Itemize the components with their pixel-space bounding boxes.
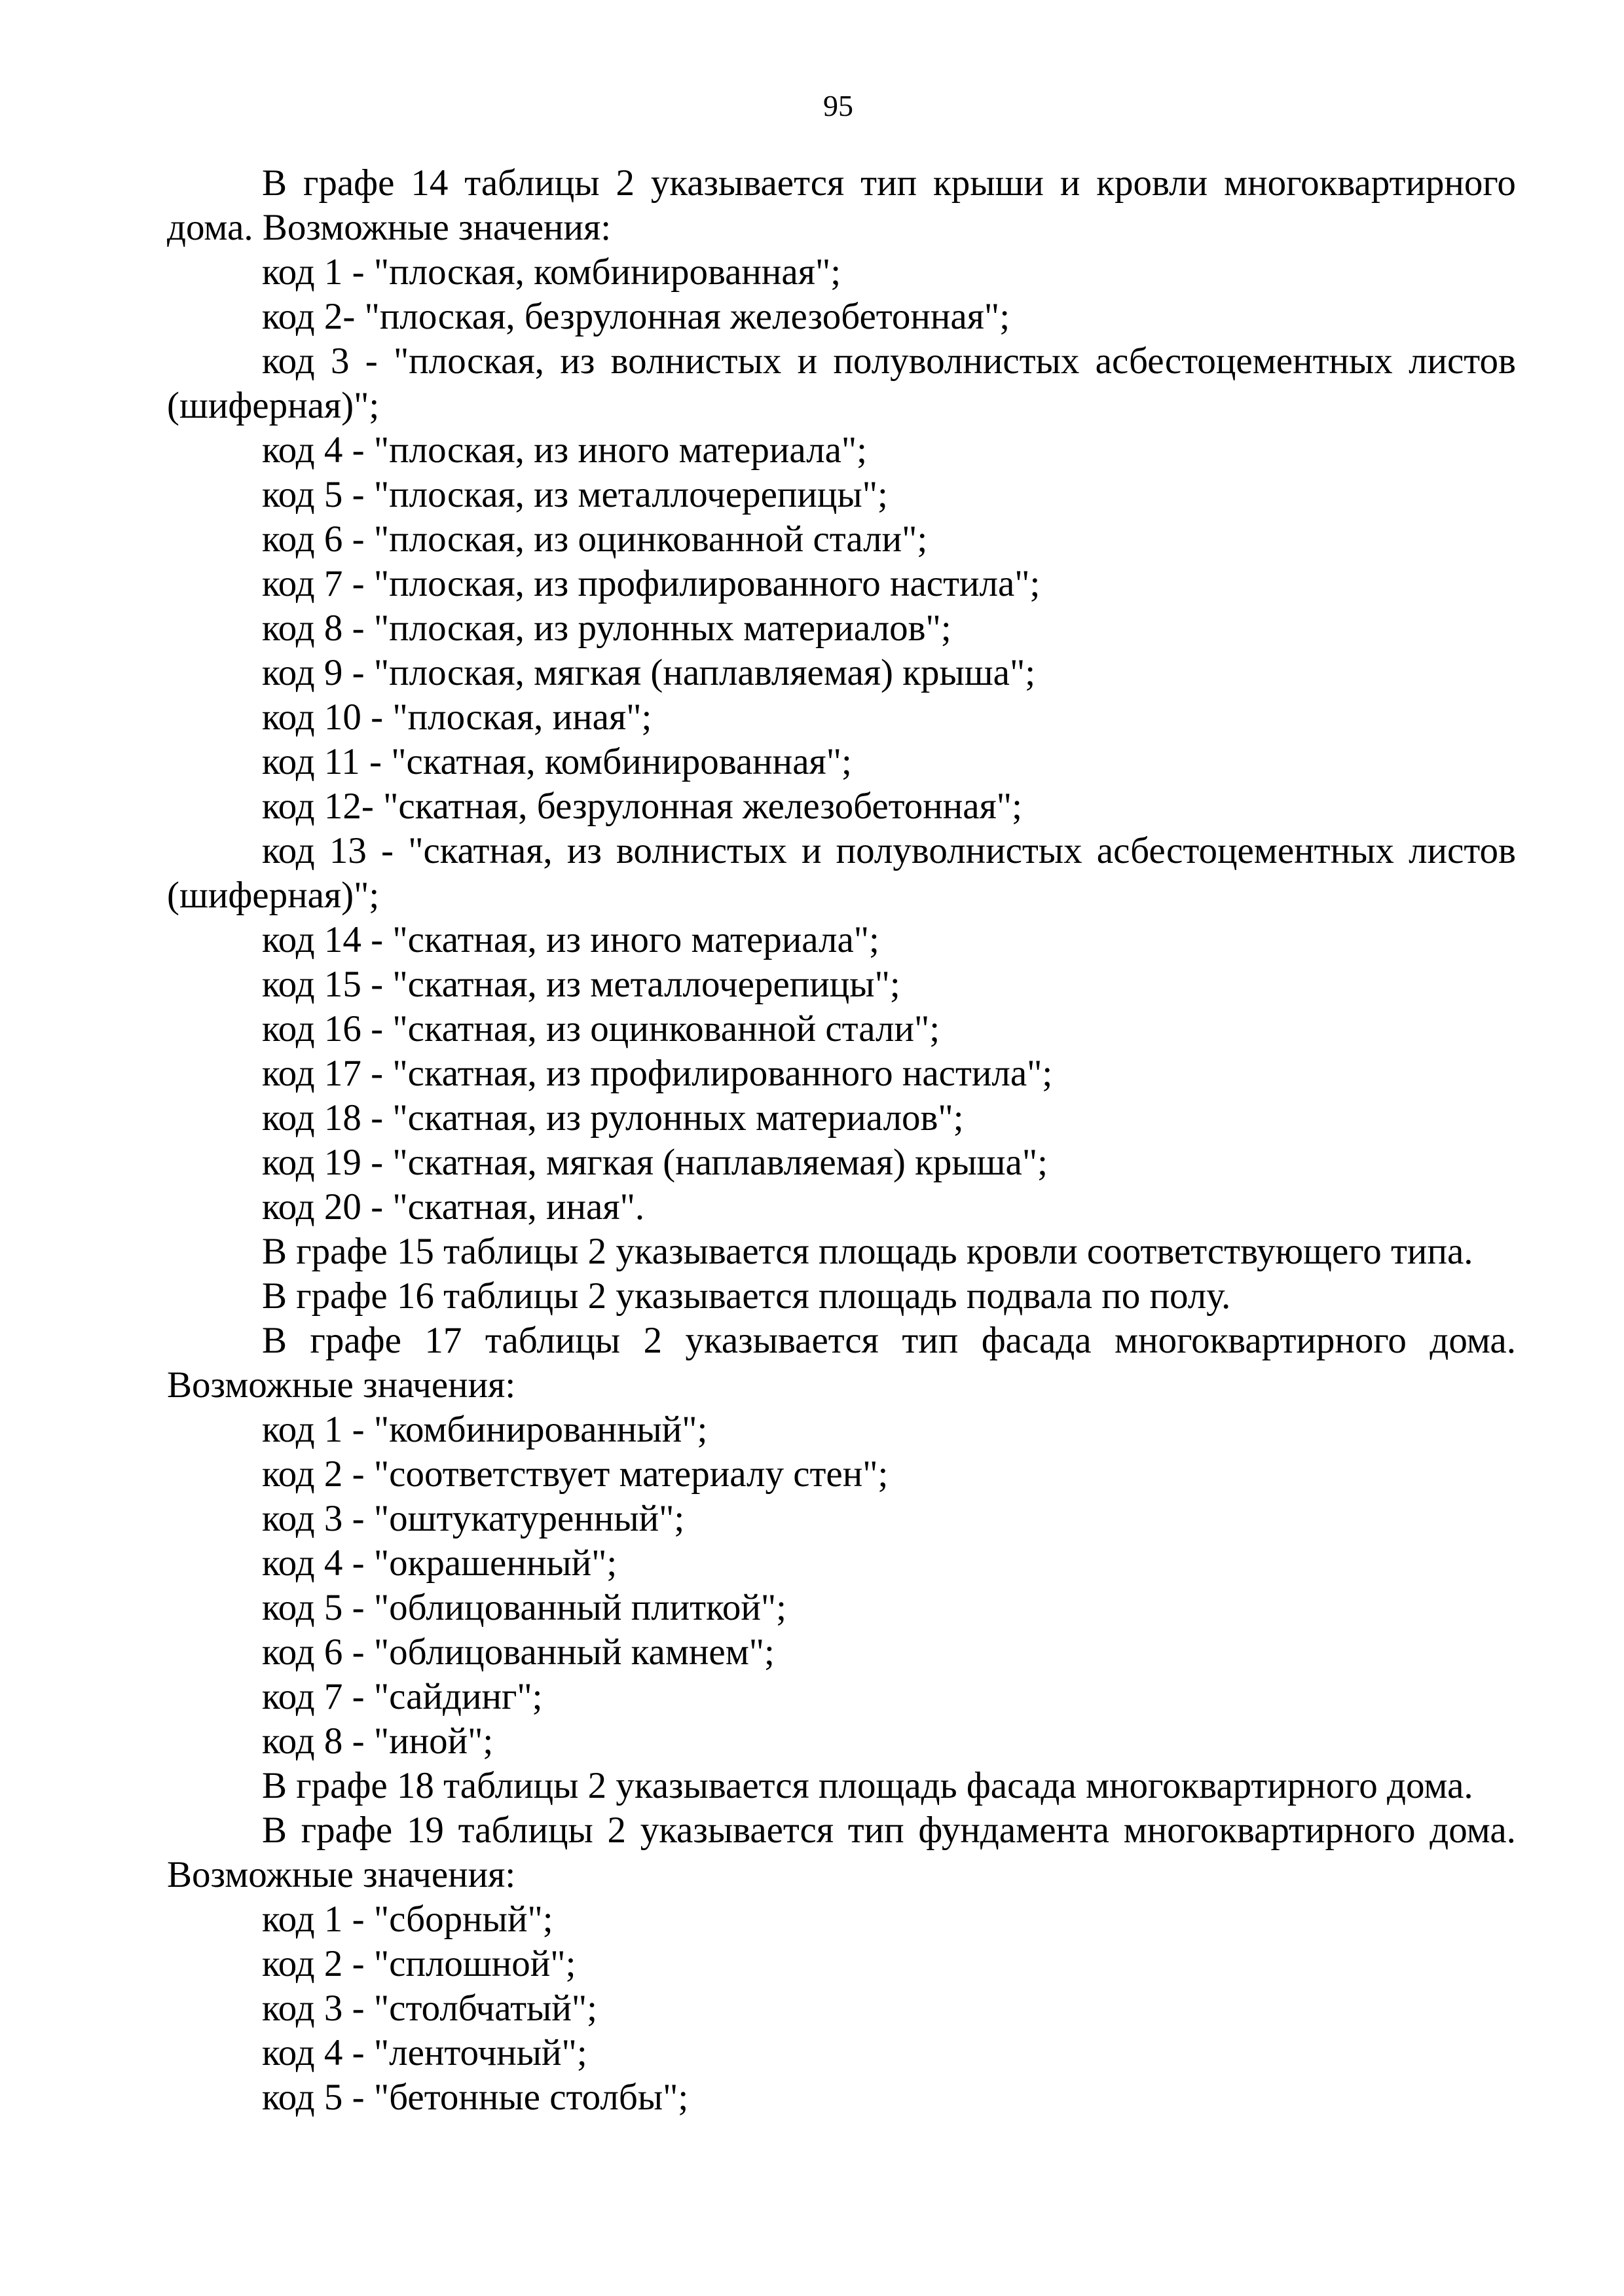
code-item-3-line-1: код 3 - "плоская, из волнистых и полуволнистых асбестоцементных листов bbox=[262, 340, 1516, 382]
code-item: код 10 - "плоская, иная"; bbox=[262, 697, 652, 738]
code-item: код 1 - "сборный"; bbox=[262, 1899, 553, 1940]
code-item: код 16 - "скатная, из оцинкованной стали"; bbox=[262, 1008, 940, 1049]
code-item: код 1 - "комбинированный"; bbox=[262, 1409, 708, 1450]
code-item-13-line-1: код 13 - "скатная, из волнистых и полуволнистых асбестоцементных листов bbox=[262, 830, 1516, 871]
code-item: код 3 - "оштукатуренный"; bbox=[262, 1498, 685, 1539]
code-item: код 6 - "облицованный камнем"; bbox=[262, 1631, 775, 1673]
code-item: код 20 - "скатная, иная". bbox=[262, 1186, 645, 1228]
code-item: код 4 - "плоская, из иного материала"; bbox=[262, 429, 868, 471]
paragraph-17-line-2: Возможные значения: bbox=[167, 1364, 516, 1406]
code-item: код 7 - "сайдинг"; bbox=[262, 1676, 543, 1717]
paragraph-19-line-2: Возможные значения: bbox=[167, 1854, 516, 1895]
paragraph-14-line-1: В графе 14 таблицы 2 указывается тип крыши и кровли многоквартирного bbox=[262, 162, 1516, 204]
code-item: код 6 - "плоская, из оцинкованной стали"; bbox=[262, 519, 928, 560]
code-item: код 5 - "плоская, из металлочерепицы"; bbox=[262, 474, 888, 515]
paragraph-16: В графе 16 таблицы 2 указывается площадь подвала по полу. bbox=[262, 1275, 1231, 1317]
page-number: 95 bbox=[823, 89, 853, 122]
code-item: код 3 - "столбчатый"; bbox=[262, 1988, 597, 2029]
code-item: код 2 - "соответствует материалу стен"; bbox=[262, 1453, 889, 1495]
document-body bbox=[167, 161, 1516, 2120]
code-item: код 7 - "плоская, из профилированного настила"; bbox=[262, 563, 1041, 604]
code-item: код 14 - "скатная, из иного материала"; bbox=[262, 919, 879, 960]
code-item: код 5 - "бетонные столбы"; bbox=[262, 2077, 689, 2118]
paragraph-15: В графе 15 таблицы 2 указывается площадь кровли соответствующего типа. bbox=[262, 1231, 1473, 1272]
code-item: код 18 - "скатная, из рулонных материалов"; bbox=[262, 1097, 964, 1139]
code-item: код 2 - "сплошной"; bbox=[262, 1943, 576, 1984]
code-item: код 17 - "скатная, из профилированного настила"; bbox=[262, 1053, 1053, 1094]
code-item: код 5 - "облицованный плиткой"; bbox=[262, 1587, 786, 1628]
code-item: код 12- "скатная, безрулонная железобетонная"; bbox=[262, 786, 1022, 827]
paragraph-14-line-2: дома. Возможные значения: bbox=[167, 207, 612, 248]
paragraph-19-line-1: В графе 19 таблицы 2 указывается тип фундамента многоквартирного дома. bbox=[262, 1810, 1516, 1851]
code-item: код 11 - "скатная, комбинированная"; bbox=[262, 741, 852, 782]
code-item-13-line-2: (шиферная)"; bbox=[167, 875, 380, 916]
code-item: код 4 - "ленточный"; bbox=[262, 2032, 587, 2073]
code-item: код 8 - "иной"; bbox=[262, 1721, 494, 1762]
paragraph-18: В графе 18 таблицы 2 указывается площадь фасада многоквартирного дома. bbox=[262, 1765, 1473, 1806]
code-item-3-line-2: (шиферная)"; bbox=[167, 385, 380, 426]
code-item: код 15 - "скатная, из металлочерепицы"; bbox=[262, 964, 900, 1005]
code-item: код 4 - "окрашенный"; bbox=[262, 1542, 618, 1584]
code-item: код 19 - "скатная, мягкая (наплавляемая) крыша"; bbox=[262, 1142, 1048, 1183]
code-item: код 2- "плоская, безрулонная железобетонная"; bbox=[262, 296, 1010, 337]
paragraph-17-line-1: В графе 17 таблицы 2 указывается тип фасада многоквартирного дома. bbox=[262, 1320, 1516, 1361]
code-item: код 9 - "плоская, мягкая (наплавляемая) крыша"; bbox=[262, 652, 1036, 693]
code-item: код 8 - "плоская, из рулонных материалов"; bbox=[262, 608, 951, 649]
code-item: код 1 - "плоская, комбинированная"; bbox=[262, 251, 841, 293]
